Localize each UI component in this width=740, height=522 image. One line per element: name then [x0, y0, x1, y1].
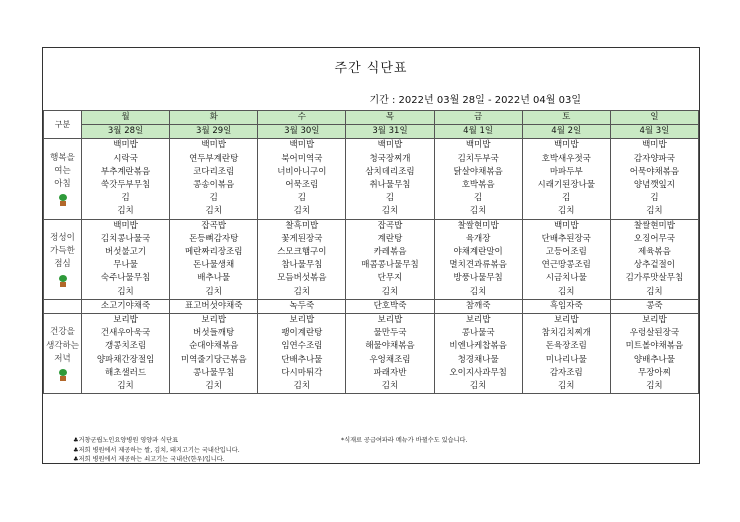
- menu-item: 김치: [205, 381, 222, 392]
- menu-item: 갱콩치조림: [105, 341, 147, 352]
- menu-item: 숙주나물무침: [100, 273, 151, 284]
- breakfast-menu-cell: [346, 139, 434, 219]
- dinner-menu-cell: [258, 314, 346, 394]
- menu-item: 김치: [117, 381, 134, 392]
- menu-item: 김치: [646, 381, 663, 392]
- porridge-cell: 콩죽: [610, 299, 698, 313]
- day-label: 토: [522, 111, 610, 125]
- menu-item: 백미밥: [113, 220, 138, 231]
- menu-item: 김: [562, 193, 571, 204]
- menu-item: 시래기된장나물: [537, 180, 596, 191]
- menu-item: 계란탕: [377, 233, 403, 244]
- page-title: 주간 식단표: [334, 61, 408, 76]
- menu-item: 다시마튀각: [281, 367, 323, 378]
- menu-item: 백미밥: [113, 140, 138, 151]
- lunch-label: [44, 219, 82, 299]
- menu-item: 김: [297, 193, 306, 204]
- porridge-label: [44, 299, 82, 313]
- menu-item: 북어미역국: [281, 153, 323, 164]
- menu-item: 보리밥: [289, 315, 315, 326]
- day-label: 수: [258, 111, 346, 125]
- menu-item: 김치: [381, 206, 399, 217]
- menu-item: 시금치나물: [545, 273, 587, 284]
- menu-item: 김: [121, 193, 130, 204]
- menu-item: 모듬버섯볶음: [277, 273, 327, 284]
- menu-item: 보리밥: [377, 315, 403, 326]
- menu-item: 버섯들깨탕: [193, 328, 235, 339]
- porridge-cell: 참깨죽: [434, 299, 522, 313]
- menu-item: 쑥갓두부무침: [100, 180, 151, 191]
- menu-item: 우렁살된장국: [629, 328, 680, 339]
- menu-item: 청국장찌개: [369, 153, 411, 164]
- day-label: 일: [610, 111, 698, 125]
- menu-item: 김치: [558, 381, 575, 392]
- lunch-menu-cell: [170, 219, 258, 299]
- menu-item: 찰쌀현미밥: [633, 220, 675, 231]
- menu-item: 미나리나물: [545, 354, 587, 365]
- menu-item: 팽이계란탕: [281, 328, 323, 339]
- dinner-menu-cell: [346, 314, 434, 394]
- breakfast-menu-cell: [258, 139, 346, 219]
- menu-item: 멸치견과류볶음: [449, 260, 507, 271]
- menu-item: 건새우아욱국: [100, 328, 151, 339]
- menu-item: 매콤콩나물무침: [361, 260, 419, 271]
- menu-item: 김치: [646, 286, 663, 297]
- date-label: 3월 30일: [258, 125, 346, 139]
- plant-icon: [58, 275, 68, 287]
- breakfast-label-line: 여는: [54, 165, 71, 176]
- dinner-row: [44, 314, 699, 394]
- menu-item: 김치: [381, 381, 399, 392]
- menu-item: 김치: [293, 381, 311, 392]
- lunch-menu-cell: [610, 219, 698, 299]
- day-label: 월: [82, 111, 170, 125]
- menu-sheet: [42, 47, 700, 464]
- day-label: 화: [170, 111, 258, 125]
- menu-item: 김치: [205, 286, 222, 297]
- menu-item: 무나물: [113, 260, 138, 271]
- menu-item: 김: [650, 193, 659, 204]
- menu-item: 찰쌀현미밥: [457, 220, 499, 231]
- dinner-label: [44, 314, 82, 394]
- menu-item: 백미밥: [553, 140, 579, 151]
- menu-item: 버섯불고기: [105, 247, 147, 258]
- porridge-cell: 표고버섯야채죽: [170, 299, 258, 313]
- breakfast-menu-cell: [82, 139, 170, 219]
- menu-item: 순대야채볶음: [189, 341, 239, 352]
- menu-item: 감자양파국: [633, 153, 675, 164]
- dinner-menu-cell: [522, 314, 610, 394]
- menu-item: 스모크햄구이: [277, 247, 327, 258]
- menu-item: 김치: [293, 286, 311, 297]
- note-item: ♣저희 병원에서 제공하는 쇠고기는 국내산(한우)입니다.: [73, 456, 225, 463]
- menu-item: 해물야채볶음: [365, 341, 415, 352]
- lunch-menu-cell: [346, 219, 434, 299]
- breakfast-label: [44, 139, 82, 219]
- breakfast-label-line: 행복을: [50, 152, 75, 163]
- menu-item: 오이지사과무침: [449, 367, 507, 378]
- date-label: 3월 31일: [346, 125, 434, 139]
- menu-item: 김: [385, 193, 395, 204]
- menu-item: 김치콩나물국: [100, 233, 151, 244]
- note-item: ♣저희 병원에서 제공하는 쌀, 김치, 돼지고기는 국내산입니다.: [73, 446, 240, 454]
- menu-item: 너비아니구이: [277, 166, 327, 177]
- menu-item: 콩송이볶음: [193, 180, 235, 191]
- date-label: 4월 1일: [434, 125, 522, 139]
- lunch-label-line: 정성이: [50, 232, 75, 243]
- menu-item: 김치: [293, 206, 311, 217]
- dinner-menu-cell: [82, 314, 170, 394]
- menu-item: 보리밥: [553, 315, 579, 326]
- menu-item: 돈나물생채: [193, 260, 235, 271]
- menu-item: 양배추나물: [633, 354, 675, 365]
- menu-item: 백미밥: [553, 220, 579, 231]
- menu-item: 양념깻잎지: [633, 180, 675, 191]
- menu-item: 참나물무침: [281, 260, 323, 271]
- menu-table: [43, 110, 699, 394]
- menu-item: 어묵조림: [285, 180, 319, 191]
- lunch-menu-cell: [258, 219, 346, 299]
- date-label: 4월 2일: [522, 125, 610, 139]
- lunch-row: [44, 219, 699, 299]
- menu-item: 꽃게된장국: [281, 233, 323, 244]
- menu-item: 백미밥: [465, 140, 491, 151]
- menu-item: 호박새우젓국: [541, 153, 591, 164]
- menu-item: 김치두부국: [457, 153, 499, 164]
- plant-icon: [58, 369, 68, 381]
- menu-item: 김치: [205, 206, 222, 217]
- date-header-row: [44, 125, 699, 139]
- lunch-menu-cell: [434, 219, 522, 299]
- plant-icon: [58, 194, 68, 206]
- breakfast-menu-cell: [434, 139, 522, 219]
- menu-item: 김치: [117, 206, 134, 217]
- menu-item: 카레볶음: [373, 247, 407, 258]
- menu-item: 잡곡밥: [201, 220, 227, 231]
- dinner-label-line: 생각하는: [46, 340, 79, 351]
- menu-item: 김: [209, 193, 218, 204]
- menu-item: 참치김치찌개: [541, 328, 591, 339]
- menu-item: 메란짜리장조림: [184, 247, 243, 258]
- menu-item: 청경채나물: [457, 354, 499, 365]
- porridge-cell: 녹두죽: [258, 299, 346, 313]
- menu-item: 김치: [381, 286, 399, 297]
- menu-item: 삼치데리조림: [365, 166, 415, 177]
- menu-item: 취나물무침: [369, 180, 411, 191]
- menu-item: 부추계란볶음: [100, 166, 151, 177]
- menu-item: 해초샐러드: [105, 367, 147, 378]
- menu-item: 김치: [558, 286, 575, 297]
- menu-item: 백미밥: [289, 140, 315, 151]
- note-item: ♣거창군립노인요양병원 영양과 식단표: [73, 437, 179, 444]
- menu-item: 방풍나물무침: [453, 273, 503, 284]
- corner-label: 구분: [44, 111, 82, 139]
- menu-item: 비엔나케찹볶음: [449, 341, 507, 352]
- menu-item: 찰흑미밥: [285, 220, 319, 231]
- menu-item: 백미밥: [642, 140, 667, 151]
- menu-item: 단배추된장국: [541, 233, 591, 244]
- porridge-cell: 소고기야채죽: [82, 299, 170, 313]
- menu-item: 제육볶음: [637, 247, 671, 258]
- menu-item: 보리밥: [113, 315, 138, 326]
- menu-item: 콩나물국: [461, 328, 495, 339]
- date-label: 3월 28일: [82, 125, 170, 139]
- porridge-row: [44, 299, 699, 313]
- breakfast-menu-cell: [170, 139, 258, 219]
- menu-item: 야채계란말이: [453, 247, 503, 258]
- menu-item: 코다리조림: [193, 166, 235, 177]
- menu-item: 시락국: [113, 153, 138, 164]
- menu-item: 물만두국: [373, 328, 407, 339]
- menu-item: 감자조림: [549, 367, 583, 378]
- menu-item: 김치: [469, 381, 487, 392]
- menu-item: 콩나물무침: [193, 367, 235, 378]
- menu-item: 미역줄기당근볶음: [180, 354, 247, 365]
- period-text: 기간 : 2022년 03월 28일 - 2022년 04월 03일: [369, 95, 581, 106]
- menu-item: 파래자반: [373, 367, 407, 378]
- breakfast-label-line: 아침: [54, 179, 71, 190]
- menu-item: 백미밥: [201, 140, 227, 151]
- menu-item: 돈육장조림: [545, 341, 587, 352]
- menu-item: 김치: [558, 206, 575, 217]
- menu-item: 오징어무국: [633, 233, 675, 244]
- porridge-cell: 단호박죽: [346, 299, 434, 313]
- menu-item: 미트볼야채볶음: [625, 341, 684, 352]
- menu-item: 보리밥: [201, 315, 227, 326]
- menu-item: 김치: [469, 286, 487, 297]
- menu-item: 김가루맛살무침: [625, 273, 684, 284]
- day-label: 금: [434, 111, 522, 125]
- note-supply: *식재료 공급여파라 메뉴가 바뀔수도 있습니다.: [341, 437, 468, 444]
- breakfast-row: [44, 139, 699, 219]
- day-label: 목: [346, 111, 434, 125]
- day-header-row: [44, 111, 699, 125]
- menu-item: 무장아찌: [637, 367, 671, 378]
- dinner-menu-cell: [434, 314, 522, 394]
- breakfast-menu-cell: [610, 139, 698, 219]
- menu-item: 보리밥: [642, 315, 667, 326]
- menu-item: 단무지: [377, 273, 403, 284]
- menu-item: 양파채간장절임: [96, 354, 155, 365]
- dinner-label-line: 저녁: [54, 353, 71, 364]
- menu-item: 어묵야채볶음: [629, 166, 680, 177]
- breakfast-menu-cell: [522, 139, 610, 219]
- menu-item: 연두부계란탕: [189, 153, 239, 164]
- menu-item: 연근땅콩조림: [541, 260, 591, 271]
- lunch-menu-cell: [82, 219, 170, 299]
- menu-item: 김치: [469, 206, 487, 217]
- date-label: 4월 3일: [610, 125, 698, 139]
- menu-item: 임연수조림: [281, 341, 323, 352]
- menu-item: 김: [474, 193, 483, 204]
- menu-item: 단배추나물: [281, 354, 323, 365]
- lunch-menu-cell: [522, 219, 610, 299]
- menu-item: 마파두부: [549, 166, 583, 177]
- menu-item: 김치: [646, 206, 663, 217]
- menu-item: 닭살야채볶음: [453, 166, 503, 177]
- dinner-label-line: 건강을: [50, 327, 75, 338]
- menu-item: 배추나물: [197, 273, 231, 284]
- date-label: 3월 29일: [170, 125, 258, 139]
- menu-item: 돈등뼈감자탕: [189, 233, 239, 244]
- menu-item: 호박볶음: [461, 180, 495, 191]
- menu-item: 보리밥: [465, 315, 491, 326]
- dinner-menu-cell: [170, 314, 258, 394]
- dinner-menu-cell: [610, 314, 698, 394]
- lunch-label-line: 점심: [54, 259, 71, 270]
- menu-item: 육개장: [465, 233, 491, 244]
- menu-item: 잡곡밥: [377, 220, 403, 231]
- menu-item: 우엉채조림: [369, 354, 411, 365]
- notes: [73, 436, 240, 465]
- menu-item: 김치: [117, 286, 134, 297]
- menu-item: 고등어조림: [545, 247, 587, 258]
- menu-item: 백미밥: [377, 140, 403, 151]
- lunch-label-line: 가득한: [50, 246, 75, 257]
- menu-item: 상추겉절이: [633, 260, 675, 271]
- porridge-cell: 흑임자죽: [522, 299, 610, 313]
